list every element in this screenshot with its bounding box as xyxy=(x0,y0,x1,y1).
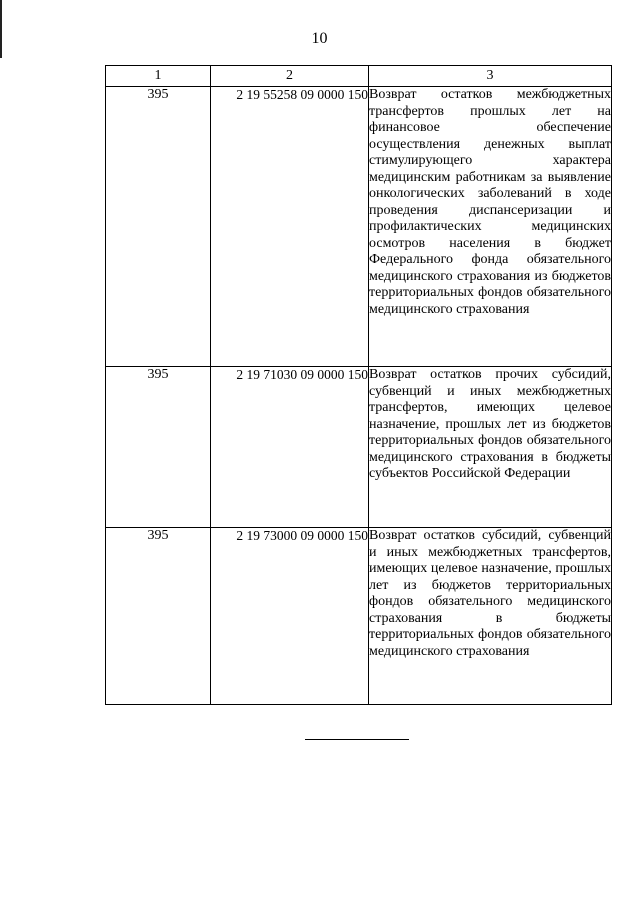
admin-code-cell: 395 xyxy=(106,367,211,528)
admin-code-cell: 395 xyxy=(106,87,211,367)
budget-code-cell: 2 19 55258 09 0000 150 xyxy=(211,87,369,367)
description-cell: Возврат остатков межбюджетных трансфертов прошлых лет на финансовое обеспечение осуществления денежных выплат стимулирующего характера медицинским работникам за выявление онкологических заболеваний в ходе проведения диспансеризации и профилактических медицинских осмотров населения в бюджет Федерального фонда обязательного медицинского страхования из бюджетов территориальных фондов обязательного медицинского страхования xyxy=(369,87,612,367)
budget-code-cell: 2 19 71030 09 0000 150 xyxy=(211,367,369,528)
description-cell: Возврат остатков субсидий, субвенций и иных межбюджетных трансфертов, имеющих целевое назначение, прошлых лет из бюджетов территориальных фондов обязательного медицинского страхования в бюджеты территориальных фондов обязательного медицинского страхования xyxy=(369,528,612,705)
page-edge-mark xyxy=(0,0,2,58)
admin-code-cell: 395 xyxy=(106,528,211,705)
table-row xyxy=(106,528,612,705)
column-header-3: 3 xyxy=(369,66,612,87)
budget-codes-table xyxy=(105,65,612,705)
page-number: 10 xyxy=(311,30,328,47)
column-header-2: 2 xyxy=(211,66,369,87)
budget-code-cell: 2 19 73000 09 0000 150 xyxy=(211,528,369,705)
table-header-row xyxy=(106,66,612,87)
table-row xyxy=(106,367,612,528)
column-header-1: 1 xyxy=(106,66,211,87)
description-cell: Возврат остатков прочих субсидий, субвенций и иных межбюджетных трансфертов, имеющих целевое назначение, прошлых лет из бюджетов территориальных фондов обязательного медицинского страхования в бюджеты субъектов Российской Федерации xyxy=(369,367,612,528)
table-row xyxy=(106,87,612,367)
end-of-document-rule xyxy=(305,739,409,740)
